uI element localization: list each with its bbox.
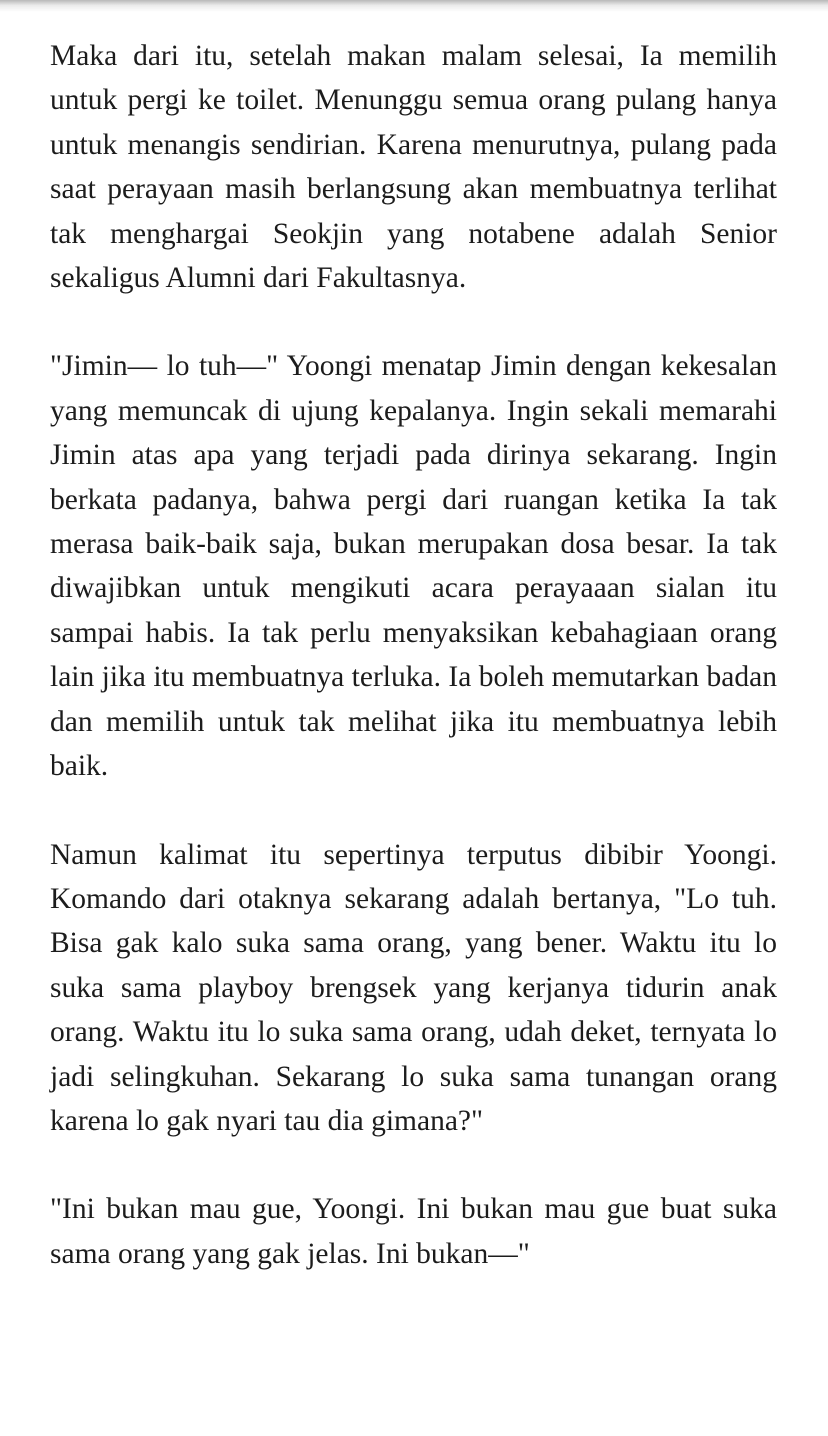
paragraph-1: Maka dari itu, setelah makan malam selesai, Ia memilih untuk pergi ke toilet. Menunggu semua orang pulang hanya untuk menangis sendirian. Karena menurutnya, pulang pada saat perayaan masih berlangsung akan membuatnya terlihat tak menghargai Seokjin yang notabene adalah Senior sekaligus Alumni dari Fakultasnya.	[50, 40, 777, 295]
paragraph-3: Namun kalimat itu sepertinya terputus dibibir Yoongi. Komando dari otaknya sekarang adalah bertanya, "Lo tuh. Bisa gak kalo suka sama orang, yang bener. Waktu itu lo suka sama playboy brengsek yang kerjanya tidurin anak orang. Waktu itu lo suka sama orang, udah deket, ternyata lo jadi selingkuhan. Sekarang lo suka sama tunangan orang karena lo gak nyari tau dia gimana?"	[50, 838, 777, 1137]
paragraph-2: "Jimin— lo tuh—" Yoongi menatap Jimin dengan kekesalan yang memuncak di ujung kepalanya. Ingin sekali memarahi Jimin atas apa yang terjadi pada dirinya sekarang. Ingin berkata padanya, bahwa pergi dari ruangan ketika Ia tak merasa baik-baik saja, bukan merupakan dosa besar. Ia tak diwajibkan untuk mengikuti acara perayaaan sialan itu sampai habis. Ia tak perlu menyaksikan kebahagiaan orang lain jika itu membuatnya terluka. Ia boleh memutarkan badan dan memilih untuk tak melihat jika itu membuatnya lebih baik.	[50, 350, 777, 783]
top-edge-shadow	[0, 0, 828, 12]
paragraph-4: "Ini bukan mau gue, Yoongi. Ini bukan mau gue buat suka sama orang yang gak jelas. Ini bukan—"	[50, 1193, 777, 1270]
story-text-body	[50, 34, 777, 1320]
